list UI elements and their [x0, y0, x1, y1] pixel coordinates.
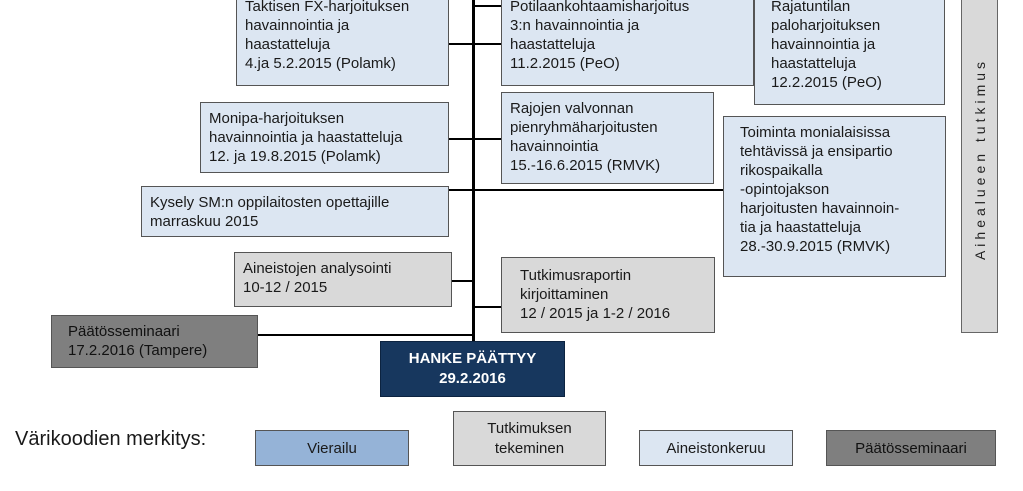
connector-toiminta	[473, 189, 723, 191]
legend-title: Värikoodien merkitys:	[15, 428, 207, 450]
box-aineistojen-analysointi: Aineistojen analysointi 10-12 / 2015	[234, 252, 452, 307]
connector-kysely	[448, 189, 473, 191]
box-taktisen-fx: Taktisen FX-harjoituksen havainnointia ja haastatteluja 4.ja 5.2.2015 (Polamk)	[236, 0, 449, 86]
box-kysely: Kysely SM:n oppilaitosten opettajille marraskuu 2015	[141, 186, 449, 237]
side-label-bar	[961, 0, 998, 333]
box-potilaankohtaamis: Potilaankohtaamisharjoitus 3:n havainnointia ja haastatteluja 11.2.2015 (PeO)	[501, 0, 754, 86]
box-rajatuntila: Rajatuntilan paloharjoituksen havainnointia ja haastatteluja 12.2.2015 (PeO)	[754, 0, 945, 105]
box-hanke-paattyy: HANKE PÄÄTTYY 29.2.2016	[380, 341, 565, 397]
timeline-spine	[472, 0, 475, 342]
box-rajojen-valvonnan: Rajojen valvonnan pienryhmäharjoitusten havainnointia 15.-16.6.2015 (RMVK)	[501, 92, 714, 184]
connector-rajojen	[473, 138, 502, 140]
connector-monipa	[448, 138, 473, 140]
connector-potilaan	[473, 43, 502, 45]
connector-paatosseminaari	[258, 334, 473, 336]
connector-aineistojen	[452, 280, 473, 282]
legend-aineistonkeruu: Aineistonkeruu	[639, 430, 793, 466]
box-paatosseminaari: Päätösseminaari 17.2.2016 (Tampere)	[51, 315, 258, 368]
legend-paatosseminaari: Päätösseminaari	[826, 430, 996, 466]
connector-tutkimusraportin	[473, 306, 502, 308]
legend-vierailu: Vierailu	[255, 430, 409, 466]
box-toiminta-monialaisissa: Toiminta monialaisissa tehtävissä ja ensipartio rikospaikalla -opintojakson harjoitusten havainnoin- tia ja haastatteluja 28.-30.9.2015 (RMVK)	[723, 116, 946, 277]
box-tutkimusraportin: Tutkimusraportin kirjoittaminen 12 / 2015 ja 1-2 / 2016	[501, 257, 715, 333]
connector-taktisen	[448, 43, 473, 45]
box-monipa: Monipa-harjoituksen havainnointia ja haastatteluja 12. ja 19.8.2015 (Polamk)	[200, 102, 449, 173]
legend-tutkimuksen-tekeminen: Tutkimuksen tekeminen	[453, 411, 606, 466]
side-label: Aihealueen tutkimus	[971, 58, 988, 261]
